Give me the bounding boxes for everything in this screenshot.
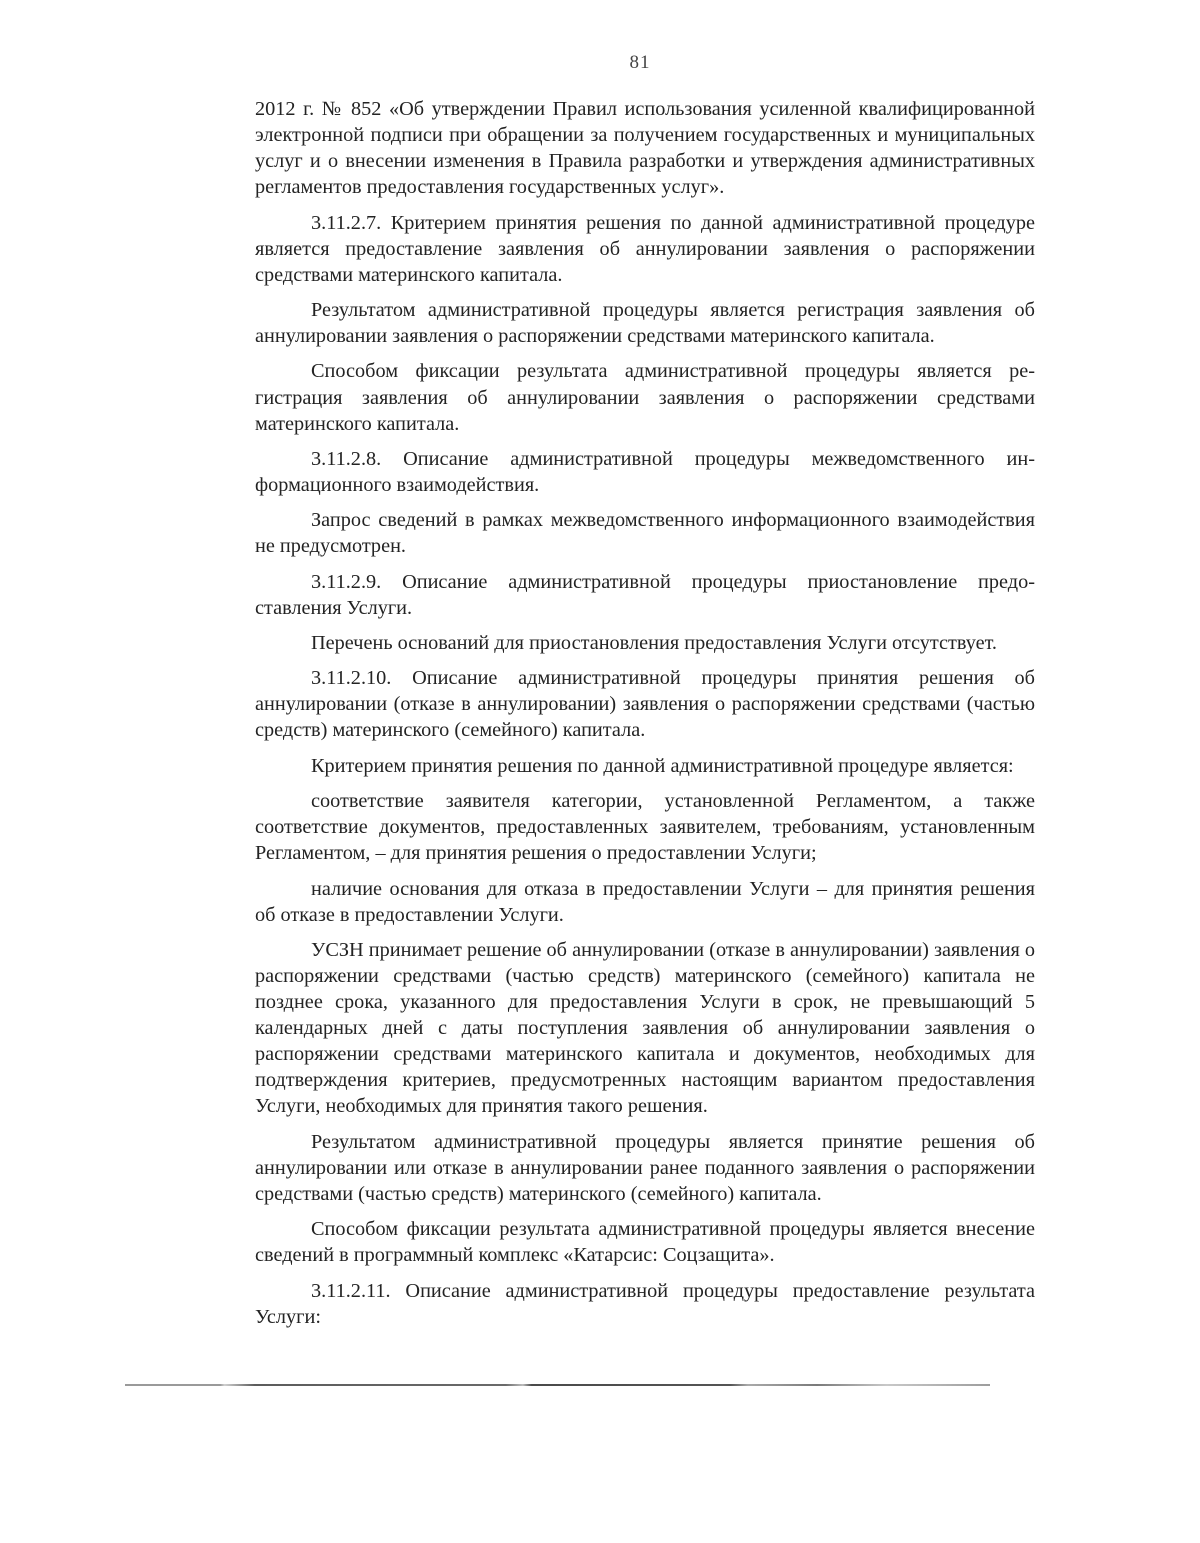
paragraph: 3.11.2.9. Описание административной процедуры приостановление предоставления Услуги. [255,570,1035,619]
footer-divider [125,1384,990,1386]
paragraph: Результатом административной процедуры является регистрация заявления об аннулировании заявления о распоряжении средствами материнского капитала. [255,299,1035,348]
paragraph: 3.11.2.10. Описание административной процедуры принятия решения об аннулировании (отказе в аннулировании) заявления о распоряжении средствами (частью средств) материнского (семейного) капитала. [255,667,1035,742]
paragraph: УСЗН принимает решение об аннулировании (отказе в аннулировании) заявления о распоряжении средствами (частью средств) материнского (семейного) капитала не позднее срока, указанного для предоставления Услуги в срок, не превышающий 5 календарных дней с даты поступления заявления об аннулировании заявления о распоряжении средствами материнского капитала и документов, необходимых для подтверждения критериев, предусмотренных настоящим вариантом предоставления Услуги, необходимых для принятия такого решения. [255,938,1035,1118]
list-item: наличие основания для отказа в предоставлении Услуги – для принятия решения об отказе в предоставлении Услуги. [255,877,1035,926]
paragraph: Перечень оснований для приостановления предоставления Услуги отсутствует. [311,632,997,654]
paragraph: 3.11.2.11. Описание административной процедуры предоставление результата Услуги: [255,1279,1035,1328]
paragraph: 3.11.2.8. Описание административной процедуры межведомственного информационного взаимодействия. [255,447,1035,496]
paragraph: 3.11.2.7. Критерием принятия решения по данной административной процедуре является предоставление заявления об аннулировании заявления о распоряжении средствами материнского капитала. [255,211,1035,286]
paragraph: Запрос сведений в рамках межведомственного информационного взаимодействия не предусмотрен. [255,509,1035,558]
paragraph: Способом фиксации результата административной процедуры является внесение сведений в программный комплекс «Катарсис: Соцзащита». [255,1218,1035,1267]
paragraph-continuation: 2012 г. № 852 «Об утверждении Правил использования усиленной квалифицированной электронной подписи при обращении за получением государственных и муниципальных услуг и о внесении изменения в Правила разработки и утверждения административных регламентов предоставления государственных услуг». [255,98,1035,199]
paragraph: Критерием принятия решения по данной административной процедуре является: [311,754,1014,777]
paragraph: Результатом административной процедуры является принятие решения об аннулировании или отказе в аннулировании ранее поданного заявления о распоряжении средствами (частью средств) материнского (семейного) капитала. [255,1130,1035,1205]
document-body [255,96,1035,1339]
list-item: соответствие заявителя категории, установленной Регламентом, а также соответствие документов, предоставленных заявителем, требованиям, установленным Регламентом, – для принятия решения о предоставлении Услуги; [255,790,1035,865]
paragraph: Способом фиксации результата административной процедуры является регистрация заявления об аннулировании заявления о распоряжении средствами материнского капитала. [255,360,1035,435]
page-number: 81 [629,52,651,73]
